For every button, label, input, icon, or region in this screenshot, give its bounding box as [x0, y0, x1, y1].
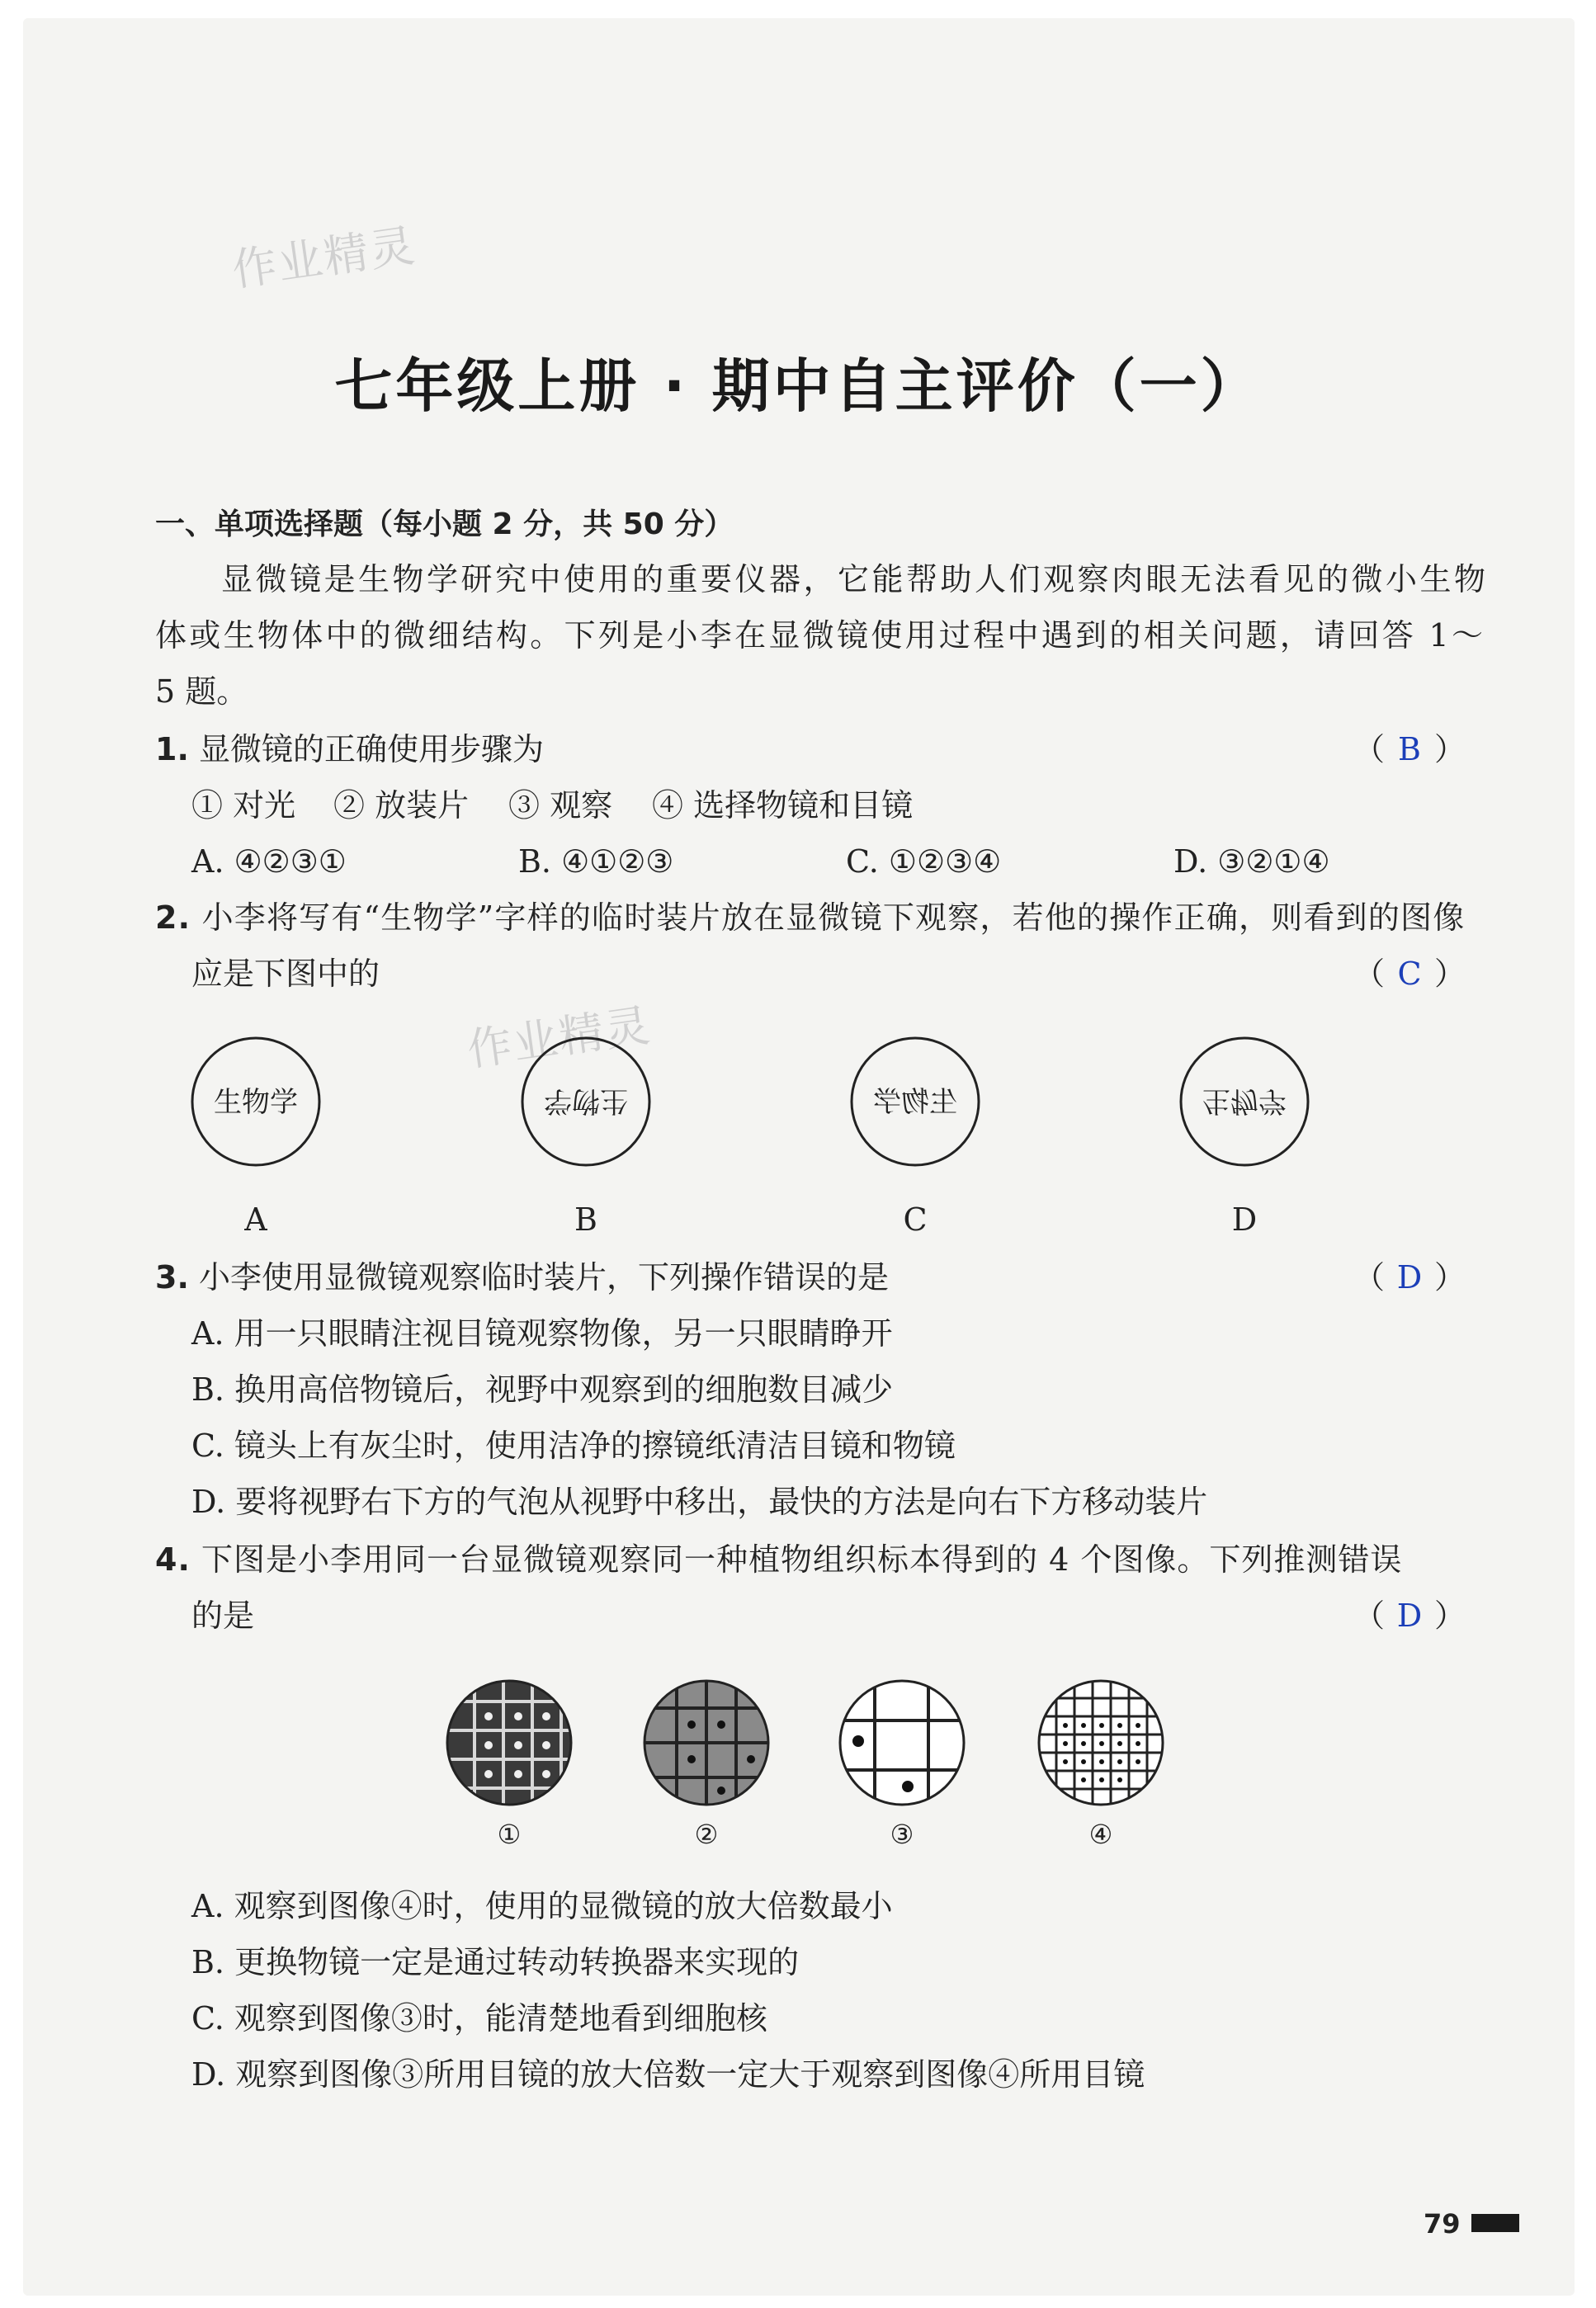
section-heading: 一、单项选择题（每小题 2 分，共 50 分） — [155, 507, 734, 541]
step-item: ③ 观察 — [508, 787, 613, 824]
option-d: D. 要将视野右下方的气泡从视野中移出，最快的方法是向右下方移动装片 — [191, 1484, 1208, 1520]
option-a: A. 观察到图像④时，使用的显微镜的放大倍数最小 — [191, 1888, 893, 1924]
option-d: D. 观察到图像③所用目镜的放大倍数一定大于观察到图像④所用目镜 — [191, 2056, 1145, 2093]
page-number-bar — [1471, 2214, 1519, 2232]
answer-letter: D — [1396, 1259, 1423, 1296]
option-c: C. 观察到图像③时，能清楚地看到细胞核 — [191, 2000, 767, 2037]
answer-letter: C — [1397, 956, 1422, 992]
answer-slot: （ C ） — [1353, 956, 1466, 992]
answer-slot: （ D ） — [1353, 1598, 1466, 1634]
page-number: 79 — [1424, 2208, 1461, 2240]
image-label-1: ① — [497, 1819, 522, 1850]
question-3 — [155, 1258, 889, 1297]
answer-letter: B — [1398, 731, 1421, 767]
cell-image-4 — [1039, 1681, 1163, 1805]
question-stem: 小李使用显微镜观察临时装片，下列操作错误的是 — [198, 1259, 889, 1296]
question-stem: 小李将写有“生物学”字样的临时装片放在显微镜下观察，若他的操作正确，则看到的图像 — [201, 899, 1466, 936]
answer-letter: D — [1396, 1598, 1423, 1634]
option-c: C. 镜头上有灰尘时，使用洁净的擦镜纸清洁目镜和物镜 — [191, 1428, 956, 1464]
cell-image-2 — [645, 1681, 768, 1805]
circle-label-d: D — [1231, 1201, 1258, 1238]
circle-label-a: A — [244, 1201, 267, 1238]
circle-text: 生物学 — [544, 1084, 628, 1117]
circle-option-d — [1181, 1038, 1308, 1165]
option-d: D. ③②①④ — [1173, 843, 1330, 880]
option-b: B. ④①②③ — [518, 843, 674, 880]
image-label-3: ③ — [890, 1819, 914, 1850]
question-number: 1. — [155, 731, 189, 767]
question-stem: 应是下图中的 — [191, 956, 380, 992]
cell-image-1 — [447, 1681, 571, 1805]
image-label-4: ④ — [1088, 1819, 1113, 1850]
circle-option-c — [852, 1038, 979, 1165]
intro-line: 5 题。 — [155, 673, 248, 710]
intro-line: 体或生物体中的微细结构。下列是小李在显微镜使用过程中遇到的相关问题，请回答 1～ — [155, 617, 1486, 654]
intro-line: 显微镜是生物学研究中使用的重要仪器，它能帮助人们观察肉眼无法看见的微小生物 — [221, 561, 1489, 597]
image-label-2: ② — [694, 1819, 719, 1850]
answer-slot: （ B ） — [1353, 731, 1466, 767]
option-a: A. 用一只眼睛注视目镜观察物像，另一只眼睛睁开 — [191, 1315, 893, 1352]
answer-slot: （ D ） — [1353, 1259, 1466, 1296]
option-a: A. ④②③① — [191, 843, 347, 880]
option-c: C. ①②③④ — [846, 843, 1002, 880]
circle-text: 生物学 — [1202, 1084, 1287, 1117]
question-number: 4. — [155, 1541, 191, 1578]
question-stem: 显微镜的正确使用步骤为 — [198, 731, 544, 767]
page-title: 七年级上册 · 期中自主评价（一） — [334, 352, 1262, 420]
circle-text: 生物学 — [214, 1086, 298, 1119]
question-number: 3. — [155, 1259, 189, 1296]
circle-option-a — [192, 1038, 319, 1165]
watermark: 作业精灵 — [229, 219, 419, 297]
question-4 — [155, 1540, 1402, 1579]
circle-label-c: C — [903, 1201, 928, 1238]
step-item: ④ 选择物镜和目镜 — [652, 787, 914, 824]
question-stem: 下图是小李用同一台显微镜观察同一种植物组织标本得到的 4 个图像。下列推测错误 — [201, 1541, 1403, 1578]
cell-image-3 — [840, 1681, 964, 1805]
question-stem: 的是 — [191, 1598, 255, 1634]
circle-option-b — [522, 1038, 649, 1165]
option-b: B. 更换物镜一定是通过转动转换器来实现的 — [191, 1944, 800, 1980]
circle-label-b: B — [574, 1201, 597, 1238]
question-number: 2. — [155, 899, 191, 936]
step-item: ① 对光 — [191, 787, 296, 824]
option-b: B. 换用高倍物镜后，视野中观察到的细胞数目减少 — [191, 1371, 894, 1408]
circle-text: 生物学 — [873, 1086, 957, 1119]
step-item: ② 放装片 — [333, 787, 470, 824]
watermark: 作业精灵 — [464, 998, 654, 1077]
